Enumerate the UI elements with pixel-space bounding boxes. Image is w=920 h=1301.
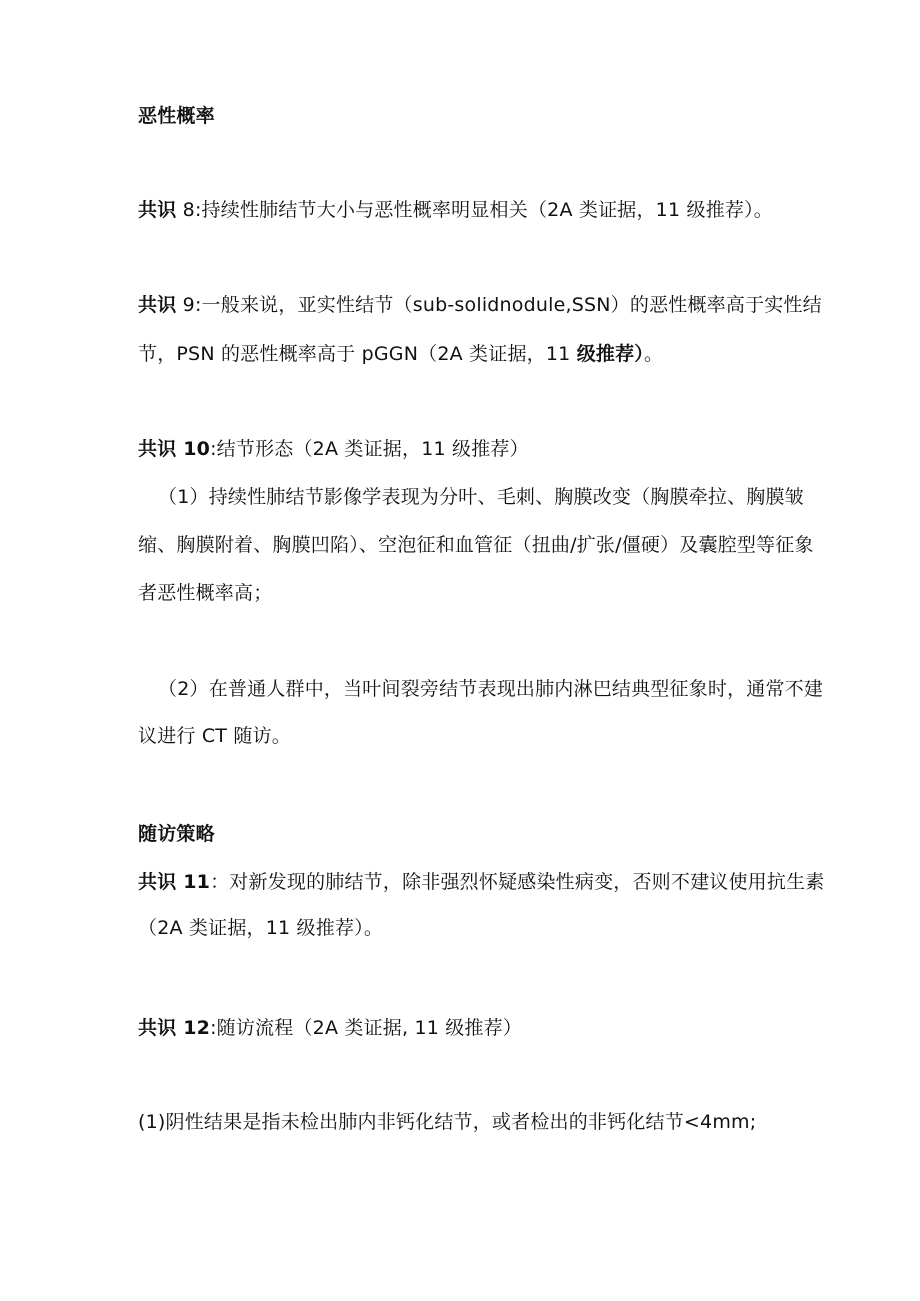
consensus-12-label: 共识 12 [138,1017,211,1039]
consensus-9-text-line-2a: 节，PSN 的恶性概率高于 pGGN（2A 类证据，11 [138,343,577,365]
consensus-10-text: :结节形态（2A 类证据，11 级推荐） [210,438,529,460]
malignancy-heading: 恶性概率 [138,105,215,127]
consensus-10-item-1-line-2: 缩、胸膜附着、胸膜凹陷）、空泡征和血管征（扭曲/扩张/僵硬）及囊腔型等征象 [138,534,814,556]
consensus-12 [138,1016,522,1040]
consensus-8 [138,198,773,222]
followup-heading: 随访策略 [138,823,215,845]
consensus-10-item-1-line-1: （1）持续性肺结节影像学表现为分叶、毛刺、胸膜改变（胸膜牵拉、胸膜皱 [158,486,804,508]
consensus-11-line-2: （2A 类证据，11 级推荐）。 [138,917,384,939]
consensus-8-label: 共识 [138,199,177,221]
consensus-9-line-2 [138,342,663,366]
consensus-12-item-1: (1)阴性结果是指未检出肺内非钙化结节，或者检出的非钙化结节<4mm; [138,1111,757,1133]
consensus-9-text-line-2b: 级推荐） [576,343,644,365]
consensus-10-label: 共识 10 [138,438,211,460]
consensus-9-text-line-2c: 。 [644,343,664,365]
consensus-11-label: 共识 11 [138,871,211,893]
consensus-10 [138,437,529,461]
consensus-11-line-1 [138,870,824,894]
consensus-9-number: 9 [182,294,195,316]
consensus-9-label: 共识 [138,294,177,316]
consensus-8-number: 8 [182,199,195,221]
consensus-11-text-line-1: ：对新发现的肺结节，除非强烈怀疑感染性病变，否则不建议使用抗生素 [210,871,825,893]
consensus-8-text: :持续性肺结节大小与恶性概率明显相关（2A 类证据，11 级推荐）。 [194,199,773,221]
consensus-9-line-1 [138,293,822,317]
consensus-12-text: :随访流程（2A 类证据, 11 级推荐） [210,1017,523,1039]
consensus-10-item-1-line-3: 者恶性概率高； [138,582,273,604]
consensus-9-text-line-1: :一般来说，亚实性结节（sub-solidnodule,SSN）的恶性概率高于实性结 [194,294,822,316]
consensus-10-item-2-line-2: 议进行 CT 随访。 [138,725,291,747]
consensus-10-item-2-line-1: （2）在普通人群中，当叶间裂旁结节表现出肺内淋巴结典型征象时，通常不建 [158,678,824,700]
